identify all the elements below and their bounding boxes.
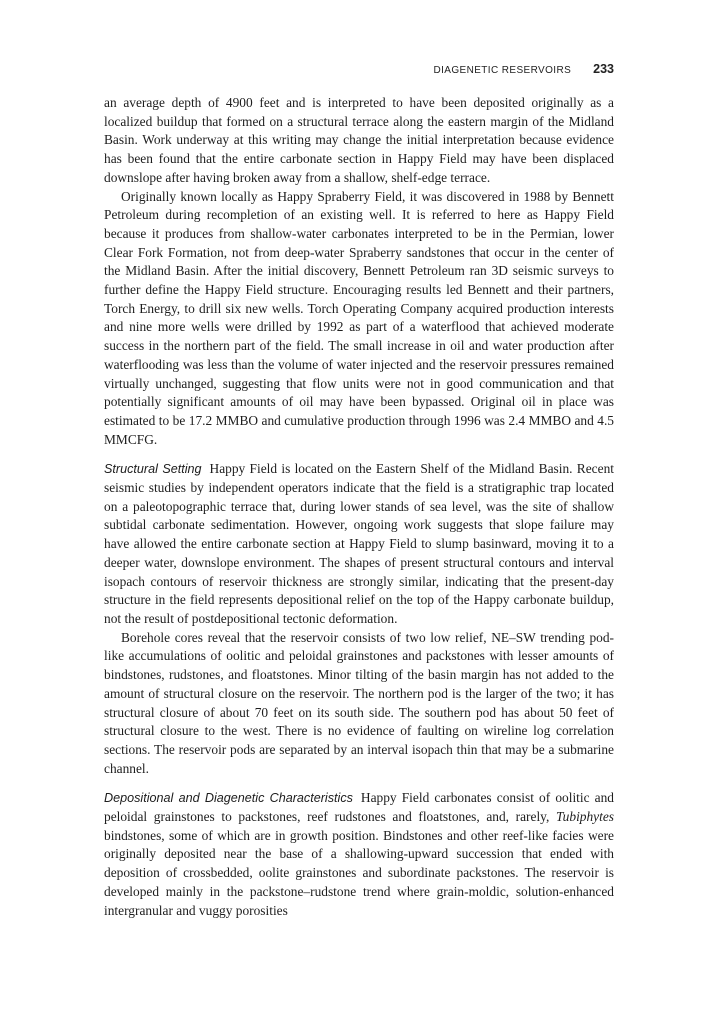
paragraph-4: Borehole cores reveal that the reservoir consists of two low relief, NE–SW trending pod-like accumulations of oolitic and peloidal grainstones and packstones with lesser amounts of bindstones, rudstones, and floatstones. Minor tilting of the basin margin has not added to the amount of structural closure on the reservoir. The northern pod is the larger of the two; it has structural closure of about 70 feet on its south side. The southern pod has about 50 feet of structural closure to the west. There is no evidence of faulting on wireline log correlation sections. The reservoir pods are separated by an interval isopach thin that may be a submarine channel. [104,629,614,776]
running-title: DIAGENETIC RESERVOIRS [433,65,572,76]
paragraph-1: an average depth of 4900 feet and is interpreted to have been deposited originally as a localized buildup that formed on a structural terrace along the eastern margin of the Midland Basin. Work underway at this writing may change the initial interpretation because evidence has been found that the entire carbonate section in Happy Field may have been displaced downslope after having broken away from a shallow, shelf-edge terrace. [104,95,614,185]
section-heading-structural-setting: Structural Setting [104,462,202,477]
paragraph-2: Originally known locally as Happy Spraberry Field, it was discovered in 1988 by Bennett Petroleum during recompletion of an existing well. It is referred to here as Happy Field because it produces from shallow-water carbonates interpreted to be in the Permian, lower Clear Fork Formation, not from deep-water Spraberry sandstones that occur in the center of the Midland Basin. After the initial discovery, Bennett Petroleum ran 3D seismic surveys to further define the Happy Field structure. Encouraging results led Bennett and their partners, Torch Energy, to drill six new wells. Torch Operating Company acquired production interests and nine more wells were drilled by 1992 as part of a waterflood that achieved moderate success in the northern part of the field. The small increase in oil and water production after waterflooding was less than the volume of water injected and the reservoir pressures remained virtually unchanged, suggesting that flow units were not in good communication and that potentially significant amounts of oil may have been bypassed. Original oil in place was estimated to be 17.2 MMBO and cumulative production through 1996 was 2.4 MMBO and 4.5 MMCFG. [104,188,614,447]
page-number: 233 [593,62,614,76]
paragraph-structural-setting [104,460,614,628]
paragraph-3-text: Happy Field is located on the Eastern Shelf of the Midland Basin. Recent seismic studies by independent operators indicate that the field is a stratigraphic trap located on a paleotopographic terrace that, during lower stands of sea level, was the site of shallow subtidal carbonate sedimentation. However, ongoing work suggests that slope failure may have allowed the entire carbonate section at Happy Field to slump basinward, moving it to a deeper water, downslope environment. The shapes of present structural contours and interval isopach contours of reservoir thickness are strongly similar, indicating that the present-day structure in the field represents depositional relief on the top of the Happy carbonate buildup, not the result of postdepositional tectonic deformation. [104,461,614,626]
section-heading-depositional: Depositional and Diagenetic Characteristics [104,791,353,806]
body-text [104,94,614,920]
paragraph-5-text-a: Happy Field carbonates consist of oolitic and peloidal grainstones to packstones, reef rudstones and floatstones, and, rarely, [104,790,614,825]
paragraph-5-text-b: bindstones, some of which are in growth position. Bindstones and other reef-like facies were originally deposited near the base of a shallowing-upward succession that ended with deposition of crossbedded, oolite grainstones and subordinate packstones. The reservoir is developed mainly in the packstone–rudstone trend where grain-moldic, solution-enhanced intergranular and vuggy porosities [104,827,614,918]
paragraph-depositional [104,789,614,920]
genus-name: Tubiphytes [555,809,614,825]
running-head [433,62,614,76]
